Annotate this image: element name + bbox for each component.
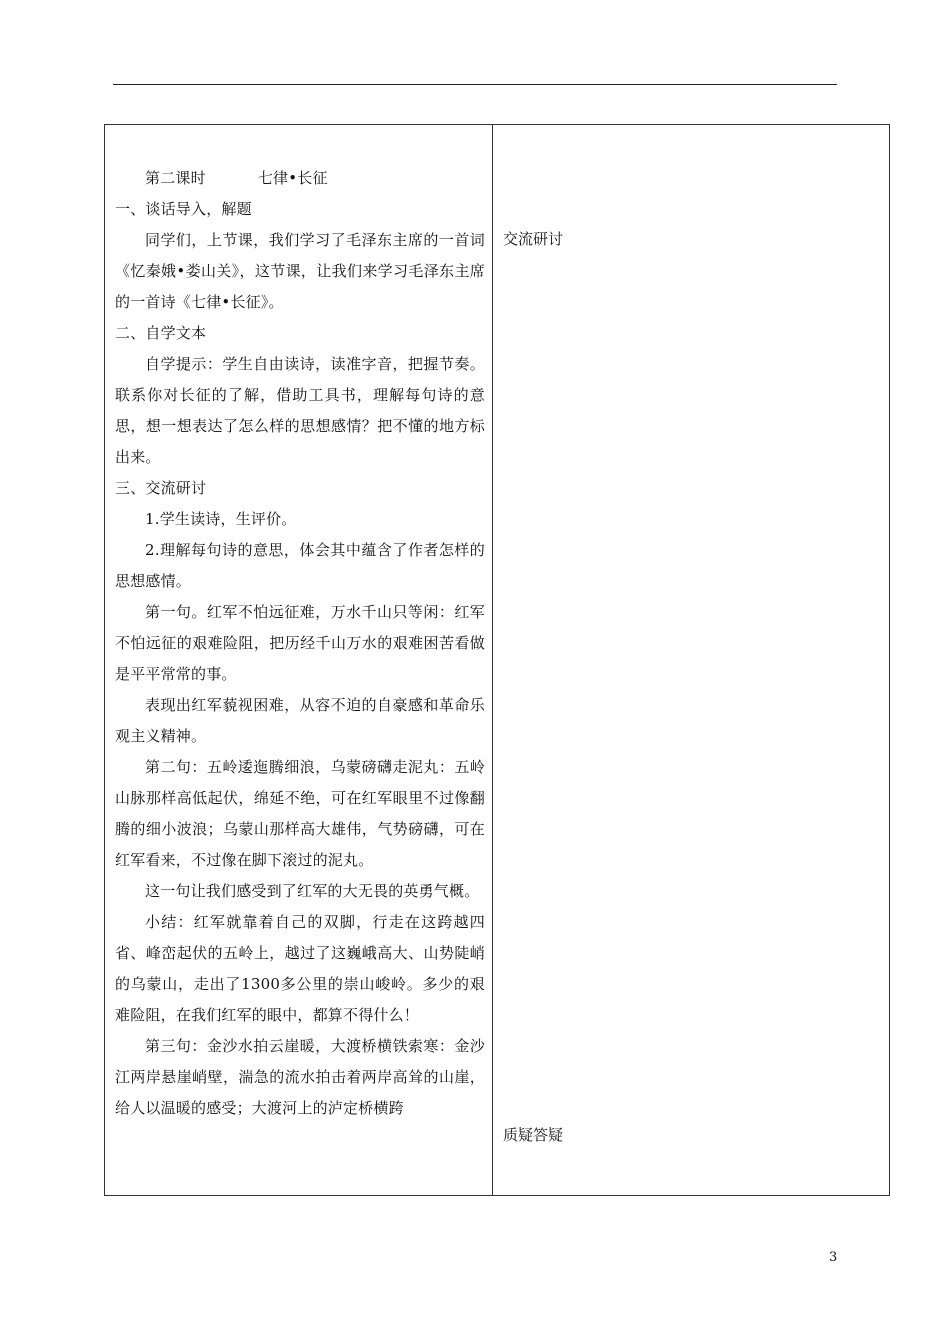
lesson-title-line xyxy=(115,163,485,194)
lesson-content xyxy=(115,163,485,1124)
paragraph: 第一句。红军不怕远征难，万水千山只等闲：红军不怕远征的艰难险阻，把历经千山万水的艰难困苦看做是平平常常的事。 xyxy=(115,603,485,683)
section-heading: 一、谈话导入，解题 xyxy=(115,200,252,218)
page-number: 3 xyxy=(829,1250,838,1265)
side-label-qa: 质疑答疑 xyxy=(503,1126,564,1144)
paragraph: 自学提示：学生自由读诗，读准字音，把握节奏。联系你对长征的了解，借助工具书，理解每句诗的意思，想一想表达了怎么样的思想感情？把不懂的地方标出来。 xyxy=(115,355,485,466)
paragraph: 第三句：金沙水拍云崖暖，大渡桥横铁索寒：金沙江两岸悬崖峭壁，湍急的流水拍击着两岸高耸的山崖，给人以温暖的感受；大渡河上的泸定桥横跨 xyxy=(115,1037,485,1117)
paragraph: 这一句让我们感受到了红军的大无畏的英勇气概。 xyxy=(145,882,480,900)
paragraph: 同学们，上节课，我们学习了毛泽东主席的一首词《忆秦娥•娄山关》，这节课，让我们来学习毛泽东主席的一首诗《七律•长征》。 xyxy=(115,231,485,311)
paragraph: 第二句：五岭逶迤腾细浪，乌蒙磅礴走泥丸：五岭山脉那样高低起伏，绵延不绝，可在红军眼里不过像翻腾的细小波浪；乌蒙山那样高大雄伟，气势磅礴，可在红军看来，不过像在脚下滚过的泥丸。 xyxy=(115,758,485,869)
section-heading: 三、交流研讨 xyxy=(115,479,207,497)
lesson-title: 七律•长征 xyxy=(257,169,328,187)
paragraph: 小结：红军就靠着自己的双脚，行走在这跨越四省、峰峦起伏的五岭上，越过了这巍峨高大、山势陡峭的乌蒙山，走出了1300多公里的崇山峻岭。多少的艰难险阻，在我们红军的眼中，都算不得什么！ xyxy=(115,913,485,1024)
paragraph: 2.理解每句诗的意思，体会其中蕴含了作者怎样的思想感情。 xyxy=(115,541,485,590)
side-label-discussion: 交流研讨 xyxy=(503,230,564,248)
lesson-table xyxy=(104,124,890,1196)
paragraph: 表现出红军藐视困难，从容不迫的自豪感和革命乐观主义精神。 xyxy=(115,696,485,745)
paragraph: 1.学生读诗，生评价。 xyxy=(145,510,297,528)
column-divider xyxy=(492,125,493,1195)
header-rule xyxy=(113,84,837,85)
lesson-period: 第二课时 xyxy=(145,169,206,187)
section-heading: 二、自学文本 xyxy=(115,324,207,342)
